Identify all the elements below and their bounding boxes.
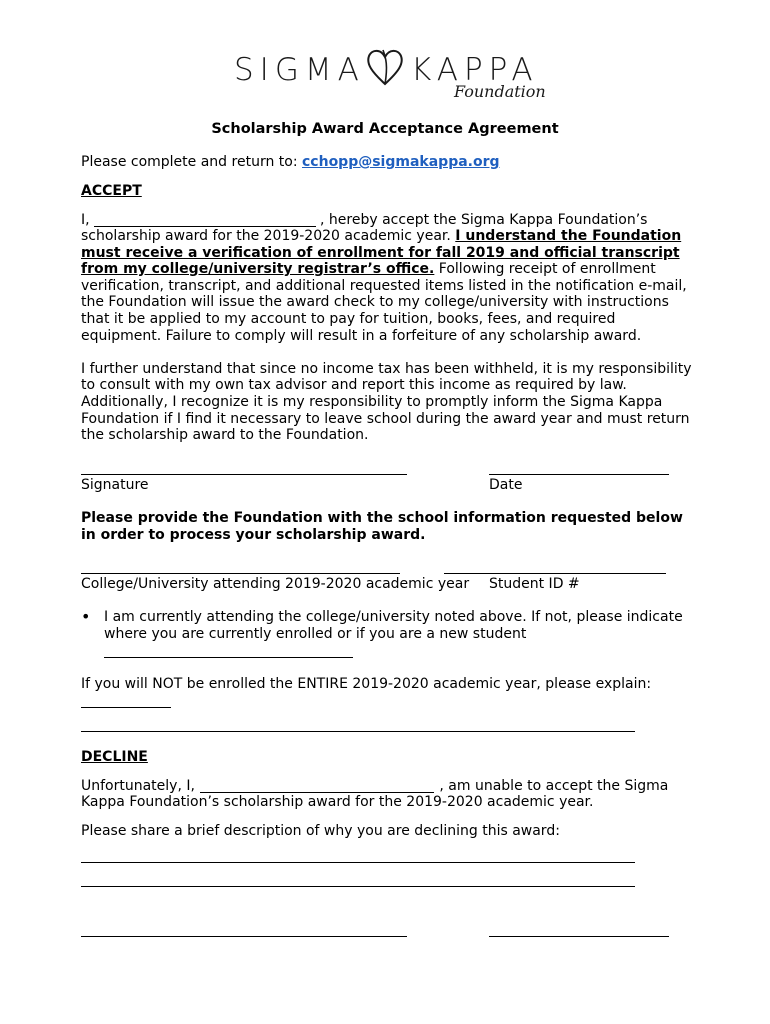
decline-line2: Kappa Foundation’s scholarship award for the 2019-2020 academic year. (81, 794, 594, 810)
date-label: Date (489, 477, 523, 493)
accept-p1-line7: that it be applied to my account to pay for tuition, books, fees, and required (81, 311, 616, 327)
decline-reason-field-1[interactable] (81, 862, 635, 863)
accept-p1-suffix: , hereby accept the Sigma Kappa Foundation’s (320, 212, 648, 228)
decline-suffix: , am unable to accept the Sigma (439, 778, 669, 794)
return-to-line (81, 154, 500, 171)
school-request-line2: in order to process your scholarship award. (81, 527, 426, 543)
decline-reason-label: Please share a brief description of why you are declining this award: (81, 823, 560, 839)
accept-p1-l4-bold: from my college/university registrar’s office. (81, 261, 435, 277)
accept-p2-line1: I further understand that since no income tax has been withheld, it is my responsibility (81, 361, 692, 377)
accept-p2-line2: to consult with my own tax advisor and report this income as required by law. (81, 377, 627, 393)
decline-reason-field-2[interactable] (81, 886, 635, 887)
logo-kappa-text: KAPPA (411, 52, 539, 88)
accept-p1-line6: the Foundation will issue the award check to my college/university with instructions (81, 294, 669, 310)
current-school-field[interactable] (104, 657, 353, 658)
decline-name-blank[interactable] (200, 792, 434, 793)
accept-p1-l2-bold: I understand the Foundation (455, 228, 682, 244)
explain-field-1[interactable] (81, 707, 171, 708)
accept-p1-line2 (81, 228, 681, 245)
bullet-line2: where you are currently enrolled or if you are a new student (104, 626, 527, 642)
accept-p1-line5: verification, transcript, and additional requested items listed in the notification e-mail, (81, 278, 687, 294)
student-id-label: Student ID # (489, 576, 580, 592)
accept-p2-line4: Foundation if I find it necessary to leave school during the award year and must return (81, 411, 690, 427)
sigma-kappa-foundation-logo (232, 42, 546, 104)
decline-heading: DECLINE (81, 749, 148, 765)
signature-label: Signature (81, 477, 149, 493)
college-field[interactable] (81, 573, 400, 574)
school-request-line1: Please provide the Foundation with the school information requested below (81, 510, 683, 526)
signature-field[interactable] (81, 474, 407, 475)
explain-field-2[interactable] (81, 731, 635, 732)
return-to-label: Please complete and return to: (81, 154, 302, 170)
heart-icon (364, 44, 406, 90)
accept-p1-line4 (81, 261, 656, 278)
accept-name-blank[interactable] (94, 226, 316, 227)
page-title: Scholarship Award Acceptance Agreement (211, 121, 559, 137)
accept-p1-prefix: I, (81, 212, 95, 228)
student-id-field[interactable] (444, 573, 666, 574)
accept-p1-line3: must receive a verification of enrollment for fall 2019 and official transcript (81, 245, 680, 261)
date-field[interactable] (489, 474, 669, 475)
explain-label: If you will NOT be enrolled the ENTIRE 2019-2020 academic year, please explain: (81, 676, 652, 692)
accept-p1-line8: equipment. Failure to comply will result in a forfeiture of any scholarship award. (81, 328, 642, 344)
decline-date-field[interactable] (489, 936, 669, 937)
accept-heading: ACCEPT (81, 183, 142, 199)
email-link[interactable]: cchopp@sigmakappa.org (302, 154, 500, 170)
college-label: College/University attending 2019-2020 academic year (81, 576, 470, 592)
accept-p2-line5: the scholarship award to the Foundation. (81, 427, 369, 443)
accept-p1-l2-plain: scholarship award for the 2019-2020 academic year. (81, 228, 456, 244)
bullet-line1: I am currently attending the college/university noted above. If not, please indicate (104, 609, 683, 625)
decline-prefix: Unfortunately, I, (81, 778, 200, 794)
decline-signature-field[interactable] (81, 936, 407, 937)
bullet-icon: • (81, 607, 91, 626)
accept-p2-line3: Additionally, I recognize it is my responsibility to promptly inform the Sigma Kappa (81, 394, 663, 410)
logo-foundation-text: Foundation (454, 82, 546, 101)
accept-p1-l4-plain: Following receipt of enrollment (434, 261, 656, 277)
logo-sigma-text: SIGMA (234, 52, 365, 88)
